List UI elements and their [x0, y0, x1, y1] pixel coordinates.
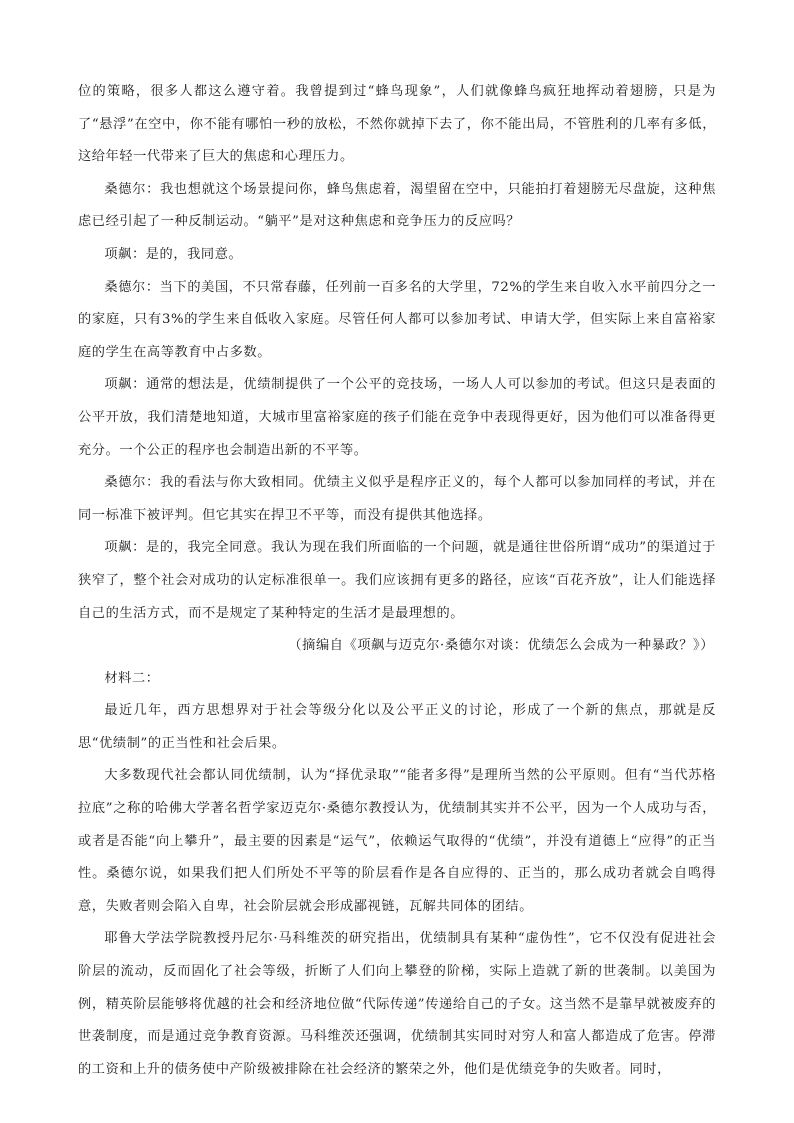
paragraph-sandel-luck: 大多数现代社会都认同优绩制，认为“择优录取”“能者多得”是理所当然的公平原则。但有“当代苏格拉底”之称的哈佛大学著名哲学家迈克尔·桑德尔教授认为，优绩制其实并不公平，因为一个人成功与否，或者是否能“向上攀升”，最主要的因素是“运气”，依赖运气取得的“优绩”，并没有道德上“应得”的正当性。桑德尔说，如果我们把人们所处不平等的阶层看作是各自应得的、正当的，那么成功者就会自鸣得意，失败者则会陷入自卑，社会阶层就会形成鄙视链，瓦解共同体的团结。: [78, 768, 716, 914]
paragraph-sandel-statistics: 桑德尔：当下的美国，不只常春藤，任列前一百多名的大学里，72%的学生来自收入水平前四分之一的家庭，只有3%的学生来自低收入家庭。尽管任何人都可以参加考试、申请大学，但实际上来自富裕家庭的学生在高等教育中占多数。: [78, 279, 716, 360]
paragraph-material-two-intro: 最近几年，西方思想界对于社会等级分化以及公平正义的讨论，形成了一个新的焦点，那就是反思“优绩制”的正当性和社会后果。: [78, 703, 716, 751]
source-citation: （摘编自《项飙与迈克尔·桑德尔对谈：优绩怎么会成为一种暴政？》）: [288, 638, 714, 654]
paragraph-xiang-fairness: 项飙：通常的想法是，优绩制提供了一个公平的竞技场，一场人人可以参加的考试。但这只是表面的公平开放，我们清楚地知道，大城市里富裕家庭的孩子们能在竞争中表现得更好，因为他们可以准备得更充分。一个公正的程序也会制造出新的不平等。: [78, 377, 716, 458]
paragraph-sandel-question: 桑德尔：我也想就这个场景提问你，蜂鸟焦虑着，渴望留在空中，只能拍打着翅膀无尽盘旋，这种焦虑已经引起了一种反制运动。“躺平”是对这种焦虑和竞争压力的反应吗？: [78, 181, 716, 230]
article-body: [78, 76, 716, 1086]
paragraph-markovits: 耶鲁大学法学院教授丹尼尔·马科维茨的研究指出，优绩制具有某种“虚伪性”，它不仅没有促进社会阶层的流动，反而固化了社会等级，折断了人们向上攀登的阶梯，实际上造就了新的世袭制。以美国为例，精英阶层能够将优越的社会和经济地位做“代际传递”传递给自己的子女。这当然不是靠早就被废弃的世袭制度，而是通过竞争教育资源。马科维茨还强调，优绩制其实同时对穷人和富人都造成了危害。停滞的工资和上升的债务使中产阶级被排除在社会经济的繁荣之外，他们是优绩竞争的失败者。同时，: [78, 931, 716, 1077]
paragraph-sandel-meritocracy: 桑德尔：我的看法与你大致相同。优绩主义似乎是程序正义的，每个人都可以参加同样的考试，并在同一标准下被评判。但它其实在捍卫不平等，而没有提供其他选择。: [78, 475, 716, 523]
paragraph-xiang-success: 项飙：是的，我完全同意。我认为现在我们所面临的一个问题，就是通往世俗所谓“成功”的渠道过于狭窄了，整个社会对成功的认定标准很单一。我们应该拥有更多的路径，应该“百花齐放”，让人们能选择自己的生活方式，而不是规定了某种特定的生活才是最理想的。: [78, 540, 716, 621]
paragraph-continuation: 位的策略，很多人都这么遵守着。我曾提到过“蜂鸟现象”，人们就像蜂鸟疯狂地挥动着翅膀，只是为了“悬浮”在空中，你不能有哪怕一秒的放松，不然你就掉下去了，你不能出局，不管胜利的几率有多低，这给年轻一代带来了巨大的焦虑和心理压力。: [78, 84, 716, 165]
material-two-heading: 材料二：: [104, 670, 160, 686]
paragraph-xiang-agree: 项飙：是的，我同意。: [104, 246, 243, 262]
